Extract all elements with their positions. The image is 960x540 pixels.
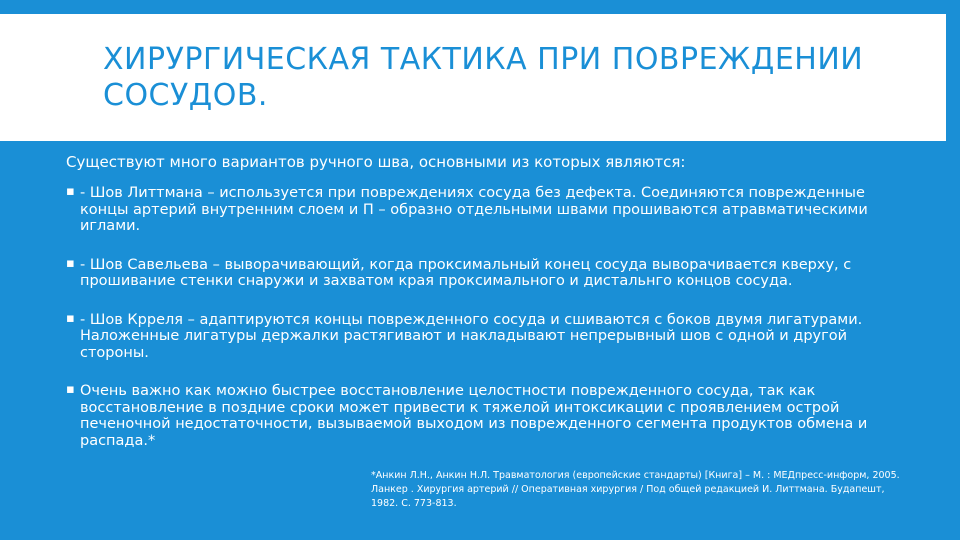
bullet-text: Очень важно как можно быстрее восстановление целостности поврежденного сосуда, так как восстановление в поздние сроки может привести к тяжелой интоксикации с проявлением острой печеночной недостаточности, вызываемой выходом из поврежденного сегмента продуктов обмена и распада.* (80, 383, 868, 449)
slide-title: ХИРУРГИЧЕСКАЯ ТАКТИКА ПРИ ПОВРЕЖДЕНИИ СОСУДОВ. (103, 42, 864, 113)
bullet-icon: ▪ (66, 184, 75, 199)
bullet-text: - Шов Савельева – выворачивающий, когда проксимальный конец сосуда выворачивается кверху, с прошивание стенки снаружи и захватом края проксимального и дистальнго концов сосуда. (80, 256, 852, 289)
bullet-item-littman (66, 185, 876, 235)
reference-1: *Анкин Л.Н., Анкин Н.Л. Травматология (европейские стандарты) [Книга] – М. : МЕДпресс-информ, 2005. (371, 470, 900, 481)
reference-2: Ланкер . Хирургия артерий // Оперативная хирургия / Под общей редакцией И. Литтмана. Будапешт, 1982. С. 773-813. (371, 484, 885, 509)
bullet-text: - Шов Кpреля – адаптируются концы поврежденного сосуда и сшиваются с боков двумя лигатурами. Наложенные лигатуры держалки растягивают и накладывают непрерывный шов с одной и другой стороны. (80, 311, 863, 361)
bullet-list (66, 185, 876, 471)
bullet-icon: ▪ (66, 310, 75, 326)
bullet-item-savelyev (66, 257, 876, 290)
bullet-item-importance (66, 383, 876, 449)
bullet-text: - Шов Литтмана – используется при повреждениях сосуда без дефекта. Соединяются поврежденные концы артерий внутренним слоем и П – образно отдельными швами прошиваются атравматическими иглами. (80, 185, 868, 234)
intro-text: Существуют много вариантов ручного шва, основными из которых являются: (66, 153, 686, 171)
bullet-item-krel (66, 312, 876, 362)
references (371, 469, 911, 511)
bullet-icon: ▪ (66, 382, 75, 397)
bullet-icon: ▪ (66, 255, 75, 271)
